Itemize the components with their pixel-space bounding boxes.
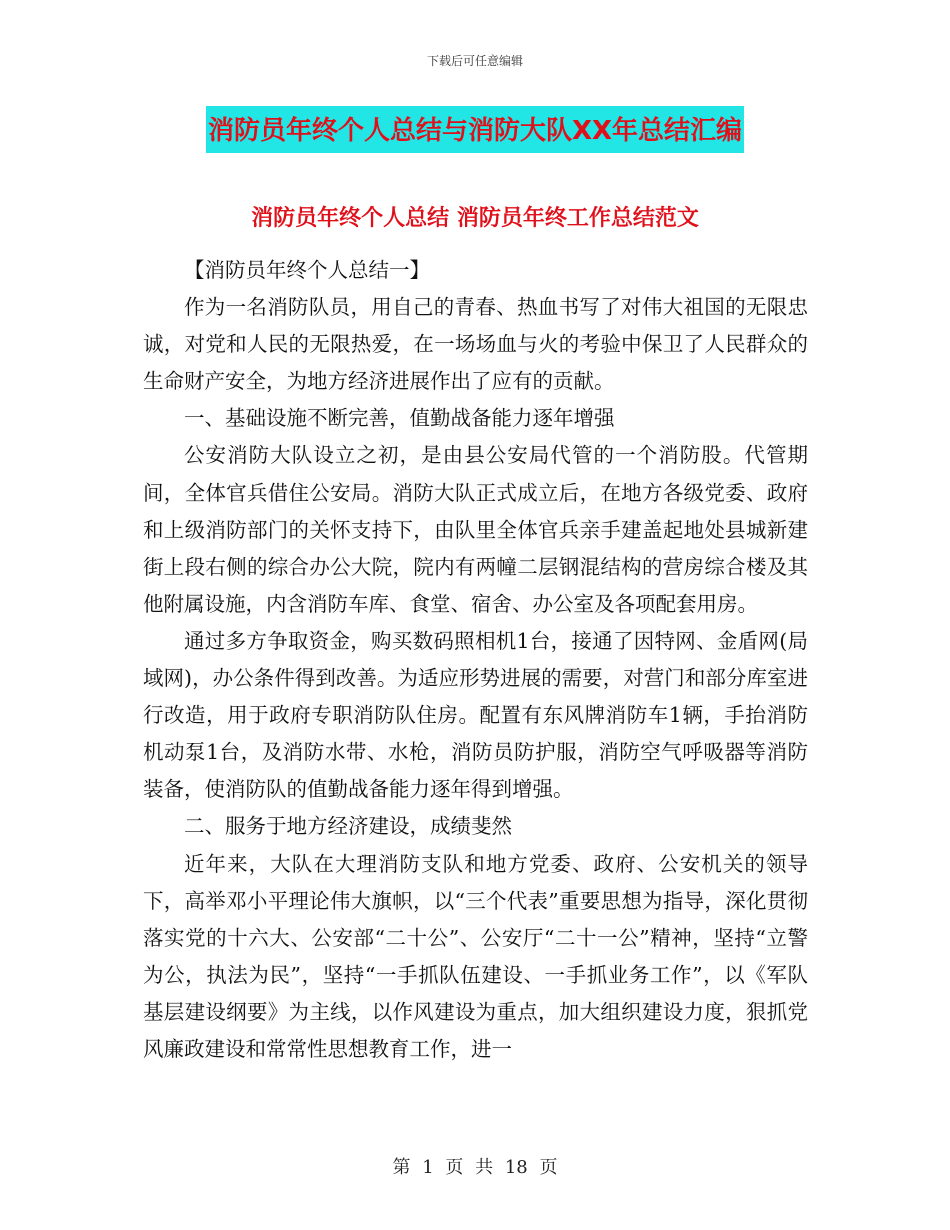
paragraph: 作为一名消防队员，用自己的青春、热血书写了对伟大祖国的无限忠诚，对党和人民的无限热爱，在一场场血与火的考验中保卫了人民群众的生命财产安全，为地方经济进展作出了应有的贡献。 <box>143 295 808 394</box>
document-title <box>0 106 950 153</box>
paragraph: 通过多方争取资金，购买数码照相机1台，接通了因特网、金盾网(局域网)，办公条件得到改善。为适应形势进展的需要，对营门和部分库室进行改造，用于政府专职消防队住房。配置有东风牌消防车1辆，手抬消防机动泵1台，及消防水带、水枪，消防员防护服，消防空气呼吸器等消防装备，使消防队的值勤战备能力逐年得到增强。 <box>143 628 808 802</box>
header-note: 下载后可任意编辑 <box>426 54 523 68</box>
document-subtitle: 消防员年终个人总结 消防员年终工作总结范文 <box>251 206 699 231</box>
document-body <box>143 252 808 1068</box>
section-heading: 二、服务于地方经济建设，成绩斐然 <box>184 814 512 839</box>
paragraph: 公安消防大队设立之初，是由县公安局代管的一个消防股。代管期间，全体官兵借住公安局。消防大队正式成立后，在地方各级党委、政府和上级消防部门的关怀支持下，由队里全体官兵亲手建盖起地处县城新建街上段右侧的综合办公大院，院内有两幢二层钢混结构的营房综合楼及其他附属设施，内含消防车库、食堂、宿舍、办公室及各项配套用房。 <box>143 443 808 616</box>
section-heading: 一、基础设施不断完善，值勤战备能力逐年增强 <box>184 406 615 431</box>
page-number: 第 1 页 共 18 页 <box>392 1157 558 1178</box>
document-title-text: 消防员年终个人总结与消防大队XX年总结汇编 <box>206 106 744 153</box>
section-heading: 【消防员年终个人总结一】 <box>184 258 430 282</box>
paragraph: 近年来，大队在大理消防支队和地方党委、政府、公安机关的领导下，高举邓小平理论伟大旗帜，以“三个代表”重要思想为指导，深化贯彻落实党的十六大、公安部“二十公”、公安厅“二十一公”精神，坚持“立警为公，执法为民”，坚持“一手抓队伍建设、一手抓业务工作”，以《军队基层建设纲要》为主线，以作风建设为重点，加大组织建设力度，狠抓党风廉政建设和常常性思想教育工作，进一 <box>143 851 808 1061</box>
